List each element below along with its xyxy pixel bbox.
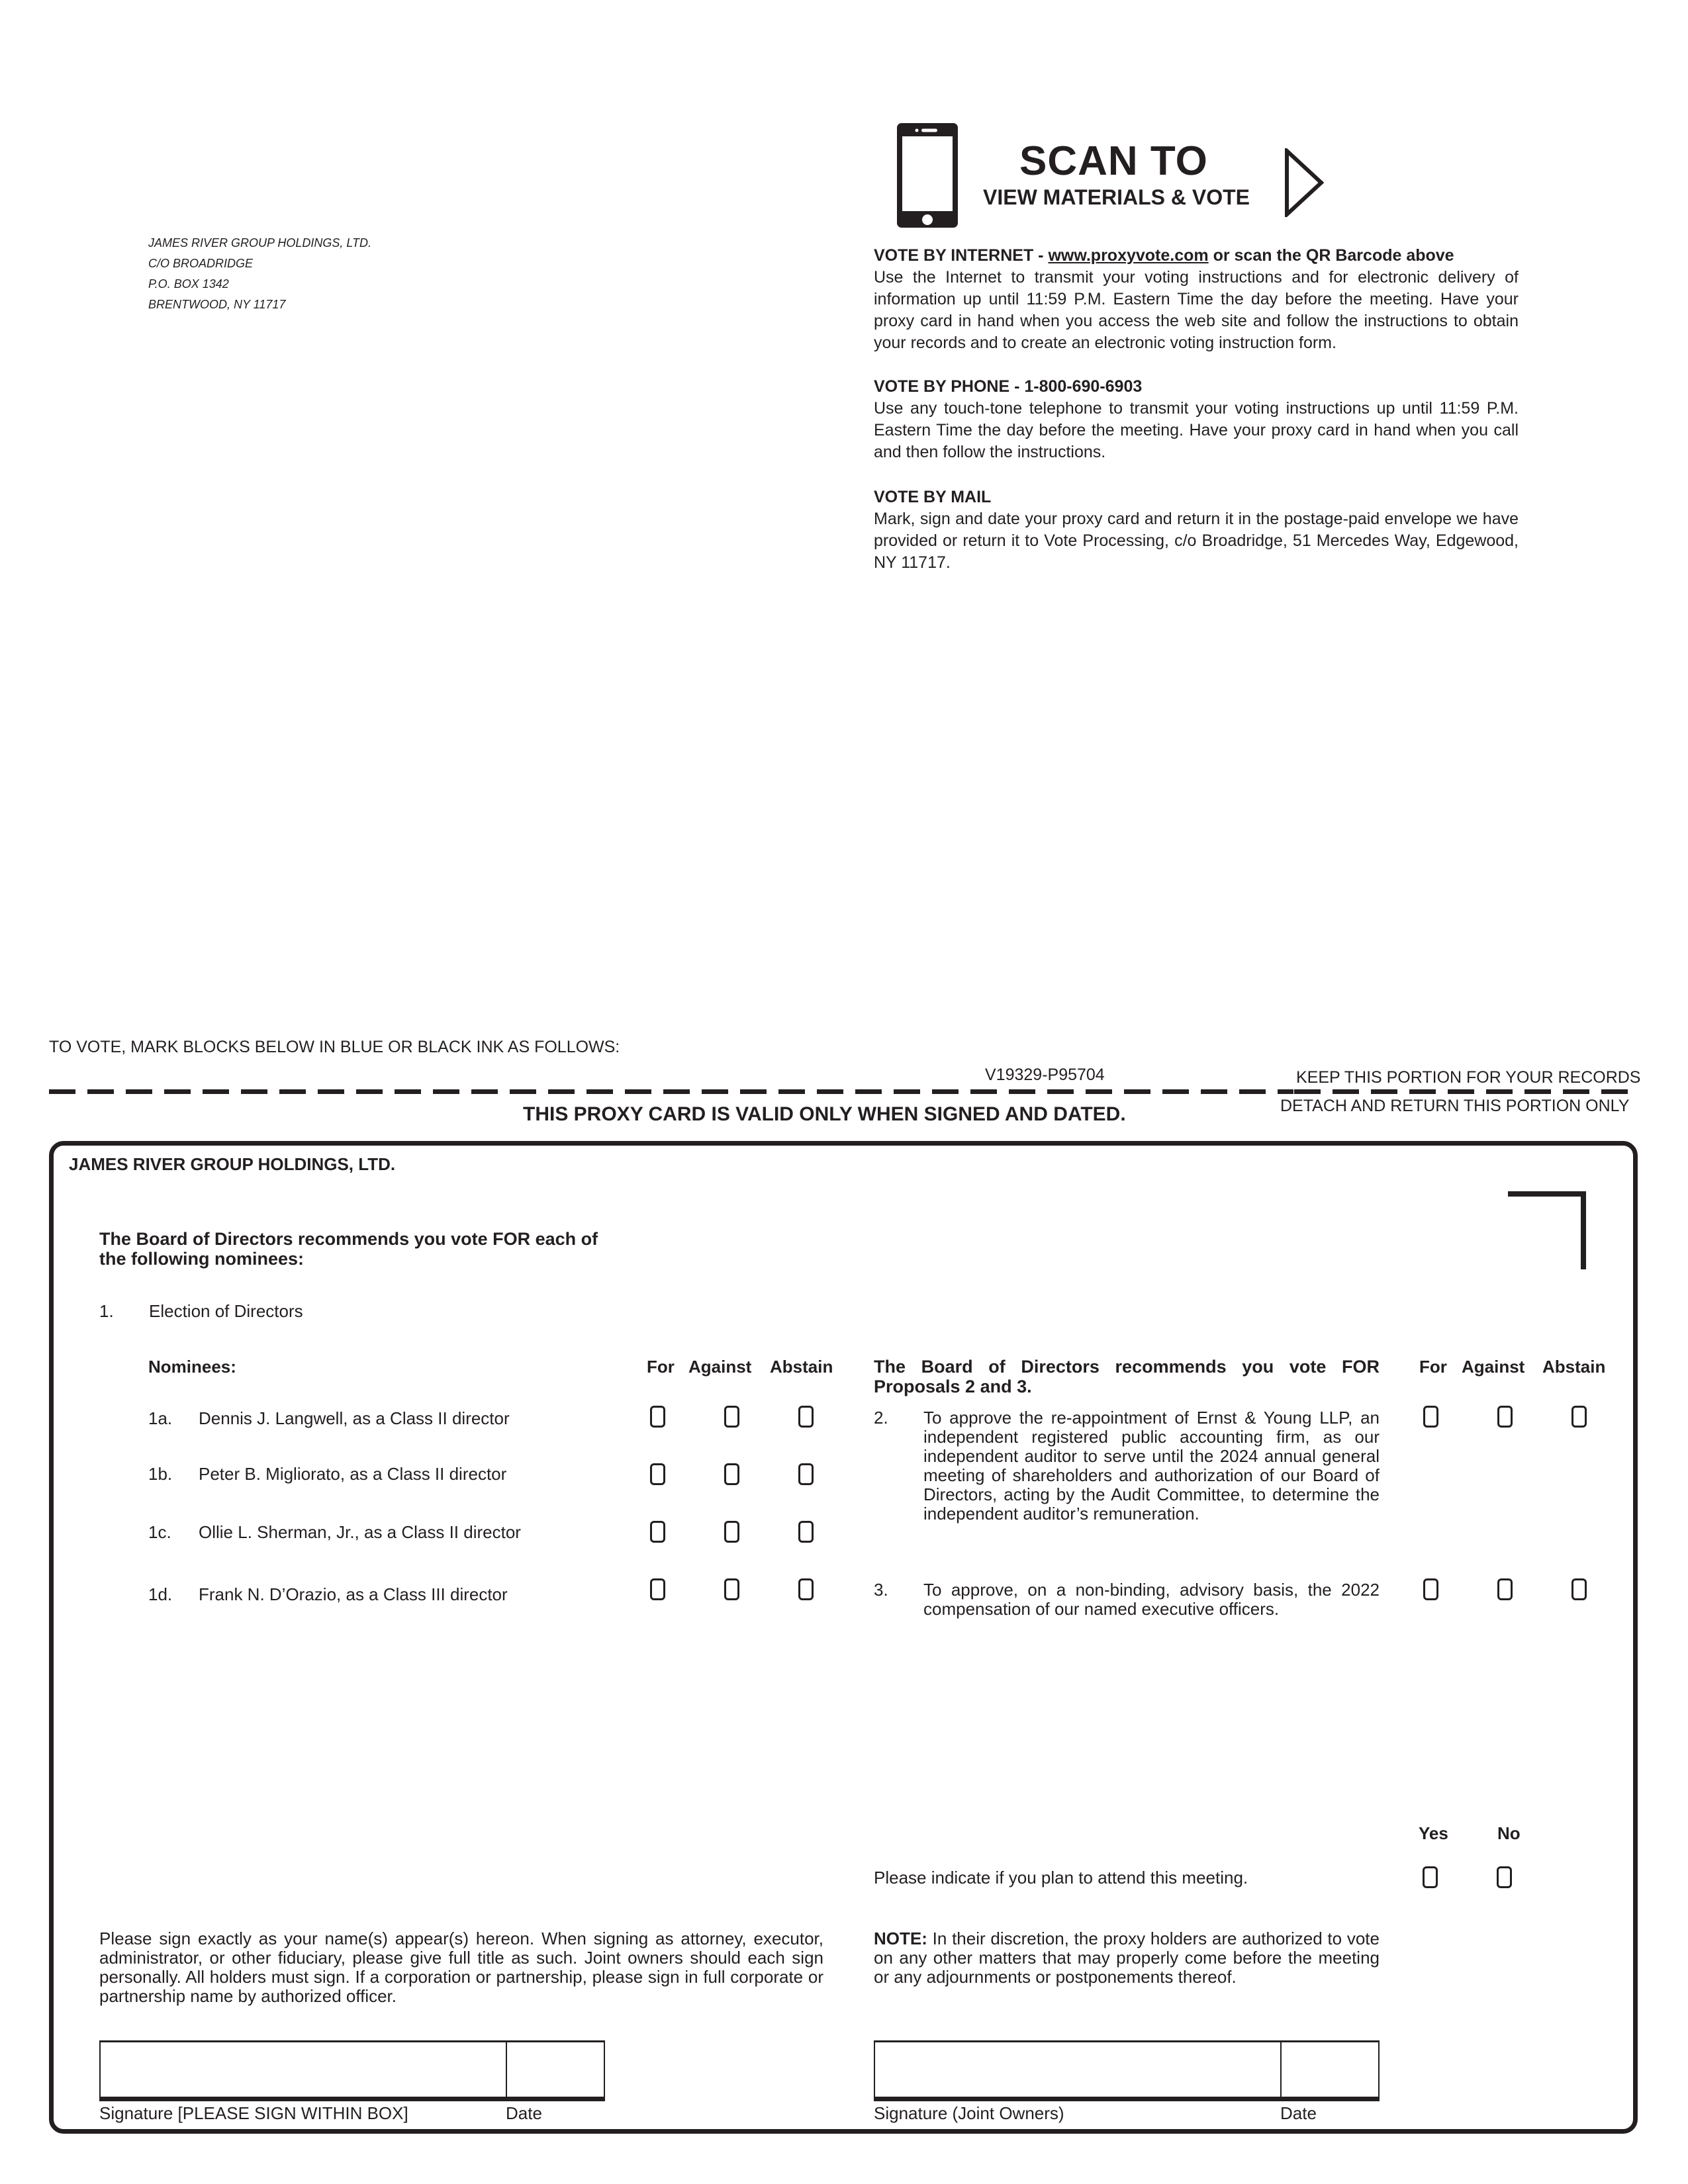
attend-question: Please indicate if you plan to attend this meeting. (874, 1868, 1248, 1888)
signature-label: Signature [PLEASE SIGN WITHIN BOX] (99, 2103, 408, 2123)
vote-by-internet-heading (874, 245, 1519, 267)
nominee-1b-for-checkbox[interactable] (650, 1463, 665, 1485)
nominees-header: Nominees: (148, 1357, 236, 1377)
vote-by-internet-body: Use the Internet to transmit your voting instructions and for electronic delivery of information up until 11:59 P.M. Eastern Time the day before the meeting. Have your proxy card in hand when you access the web site and follow the instructions to obtain your records and to create an electronic voting instruction form. (874, 268, 1519, 352)
column-header-abstain: Abstain (770, 1357, 833, 1377)
valid-notice: THIS PROXY CARD IS VALID ONLY WHEN SIGNED AND DATED. (523, 1103, 1126, 1125)
proposal-2-abstain-checkbox[interactable] (1571, 1406, 1587, 1428)
joint-signature-box[interactable] (874, 2040, 1380, 2101)
return-address-line: P.O. BOX 1342 (148, 277, 229, 291)
nominee-1c-against-checkbox[interactable] (724, 1521, 739, 1543)
nominee-number: 1a. (148, 1408, 173, 1428)
recommendation-nominees: The Board of Directors recommends you vote FOR each of the following nominees: (99, 1229, 598, 1269)
nominee-number: 1b. (148, 1464, 173, 1484)
heading-suffix: or scan the QR Barcode above (1208, 246, 1454, 265)
proposal-3-for-checkbox[interactable] (1423, 1578, 1438, 1600)
sign-instructions: Please sign exactly as your name(s) appear(s) hereon. When signing as attorney, executor, administrator, or other fiduciary, please give full title as such. Joint owners should each sign personally. All holders must sign. If a corporation or partnership, please sign in full corporate or partnership name by authorized officer. (99, 1929, 823, 2006)
column-header-against: Against (1462, 1357, 1525, 1377)
company-name: JAMES RIVER GROUP HOLDINGS, LTD. (69, 1154, 396, 1174)
nominee-1d-for-checkbox[interactable] (650, 1578, 665, 1600)
item-number: 1. (99, 1301, 114, 1321)
return-address-line: BRENTWOOD, NY 11717 (148, 298, 286, 311)
signature-box[interactable] (99, 2040, 605, 2101)
nominee-number: 1d. (148, 1584, 173, 1604)
nominee-number: 1c. (148, 1522, 171, 1542)
attend-no-checkbox[interactable] (1497, 1866, 1512, 1888)
column-header-for: For (647, 1357, 675, 1377)
attend-no-header: No (1497, 1823, 1521, 1843)
registration-corner-mark (1508, 1191, 1586, 1269)
note-text: In their discretion, the proxy holders are authorized to vote on any other matters that may properly come before the meeting or any adjournments or postponements thereof. (874, 1929, 1380, 1987)
nominee-1b-abstain-checkbox[interactable] (798, 1463, 814, 1485)
attend-yes-checkbox[interactable] (1423, 1866, 1438, 1888)
proposal-text: To approve, on a non-binding, advisory basis, the 2022 compensation of our named executive officers. (923, 1580, 1380, 1619)
nominee-name: Peter B. Migliorato, as a Class II director (199, 1464, 507, 1484)
joint-date-label: Date (1280, 2103, 1317, 2123)
nominee-row (148, 1584, 508, 1605)
proxyvote-link[interactable]: www.proxyvote.com (1048, 246, 1209, 265)
nominee-name: Frank N. D’Orazio, as a Class III director (199, 1584, 508, 1604)
proposal-number: 3. (874, 1580, 888, 1600)
play-arrow-icon (1284, 148, 1324, 217)
detach-line-right (1294, 1089, 1640, 1094)
nominee-row (148, 1464, 506, 1484)
heading-prefix: VOTE BY INTERNET - (874, 246, 1049, 265)
vote-by-mail-heading: VOTE BY MAIL (874, 488, 992, 506)
signature-date-divider (506, 2042, 507, 2097)
vote-by-phone-body: Use any touch-tone telephone to transmit your voting instructions up until 11:59 P.M. Eastern Time the day before the meeting. Have your proxy card in hand when you call and then follow the instructions. (874, 399, 1519, 461)
nominee-row (148, 1522, 521, 1543)
proposal-number: 2. (874, 1408, 888, 1428)
nominee-1b-against-checkbox[interactable] (724, 1463, 739, 1485)
joint-signature-date-divider (1280, 2042, 1282, 2097)
column-header-for: For (1419, 1357, 1447, 1377)
nominee-1d-against-checkbox[interactable] (724, 1578, 739, 1600)
proposal-3-abstain-checkbox[interactable] (1571, 1578, 1587, 1600)
column-header-against: Against (688, 1357, 752, 1377)
nominee-1c-abstain-checkbox[interactable] (798, 1521, 814, 1543)
keep-portion-label: KEEP THIS PORTION FOR YOUR RECORDS (1296, 1068, 1641, 1087)
smartphone-icon (897, 123, 958, 228)
note-label: NOTE: (874, 1929, 927, 1948)
return-address-line: C/O BROADRIDGE (148, 257, 254, 270)
column-header-abstain: Abstain (1542, 1357, 1606, 1377)
vote-by-internet-section (874, 245, 1519, 354)
detach-line (49, 1089, 1293, 1094)
proposal-3-against-checkbox[interactable] (1497, 1578, 1513, 1600)
proposal-3 (874, 1580, 1380, 1619)
vote-by-phone-heading: VOTE BY PHONE - 1-800-690-6903 (874, 377, 1143, 396)
control-id: V19329-P95704 (985, 1066, 1105, 1084)
nominee-name: Dennis J. Langwell, as a Class II director (199, 1408, 510, 1428)
proposal-text: To approve the re-appointment of Ernst & Young LLP, an independent registered public accounting firm, as our independent auditor to serve until the 2024 annual general meeting of shareholders and authorization of our Board of Directors, acting by the Audit Committee, to determine the independent auditor’s remuneration. (923, 1408, 1380, 1524)
nominee-1a-abstain-checkbox[interactable] (798, 1406, 814, 1428)
proposal-2-against-checkbox[interactable] (1497, 1406, 1513, 1428)
mark-instructions: TO VOTE, MARK BLOCKS BELOW IN BLUE OR BLACK INK AS FOLLOWS: (49, 1038, 620, 1056)
date-label: Date (506, 2103, 542, 2123)
scan-title: SCAN TO (1019, 138, 1208, 184)
item-election-of-directors (99, 1301, 303, 1322)
discretion-note (874, 1929, 1380, 1987)
vote-by-phone-section (874, 376, 1519, 463)
nominee-1a-against-checkbox[interactable] (724, 1406, 739, 1428)
recommendation-proposals: The Board of Directors recommends you vote FOR Proposals 2 and 3. (874, 1357, 1380, 1396)
return-address-line: JAMES RIVER GROUP HOLDINGS, LTD. (148, 236, 372, 250)
nominee-row (148, 1408, 510, 1429)
attend-yes-header: Yes (1419, 1823, 1448, 1843)
joint-signature-label: Signature (Joint Owners) (874, 2103, 1064, 2123)
item-label: Election of Directors (149, 1301, 303, 1321)
nominee-name: Ollie L. Sherman, Jr., as a Class II director (199, 1522, 521, 1542)
proposal-2 (874, 1408, 1380, 1524)
nominee-1c-for-checkbox[interactable] (650, 1521, 665, 1543)
vote-by-mail-body: Mark, sign and date your proxy card and return it in the postage-paid envelope we have provided or return it to Vote Processing, c/o Broadridge, 51 Mercedes Way, Edgewood, NY 11717. (874, 510, 1519, 572)
detach-portion-label: DETACH AND RETURN THIS PORTION ONLY (1280, 1097, 1630, 1115)
vote-by-mail-section (874, 486, 1519, 574)
proposal-2-for-checkbox[interactable] (1423, 1406, 1438, 1428)
scan-subtitle: VIEW MATERIALS & VOTE (983, 185, 1250, 209)
nominee-1a-for-checkbox[interactable] (650, 1406, 665, 1428)
nominee-1d-abstain-checkbox[interactable] (798, 1578, 814, 1600)
return-address (148, 233, 371, 315)
